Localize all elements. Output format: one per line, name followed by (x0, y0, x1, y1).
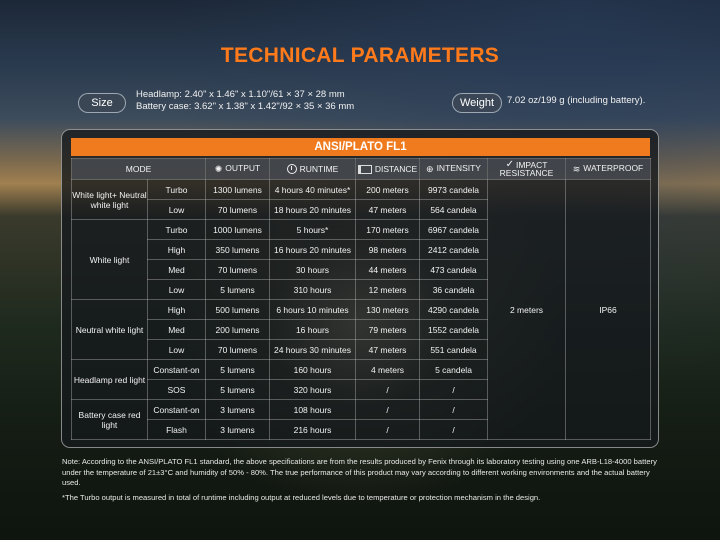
table-row (72, 180, 651, 200)
crosshair-icon: ⊕ (426, 163, 434, 174)
size-label: Size (78, 93, 126, 113)
header-impact: ✓ IMPACT RESISTANCE (488, 159, 566, 180)
distance-cell: / (356, 400, 420, 420)
note-standard: Note: According to the ANSI/PLATO FL1 standard, the above specifications are from the results produced by Fenix through its laboratory testing using one ARB-L18-4000 battery under the temperature of 21±3°C and humidity of 50% - 80%. The true performance of this product may vary according to different working environments and the actual battery used. (62, 457, 657, 487)
distance-cell: 47 meters (356, 340, 420, 360)
weight-value: 7.02 oz/199 g (including battery). (507, 95, 646, 106)
runtime-cell: 16 hours (270, 320, 356, 340)
header-runtime: RUNTIME (270, 159, 356, 180)
distance-cell: 4 meters (356, 360, 420, 380)
water-icon: ≋ (572, 163, 581, 174)
spec-table (71, 158, 651, 440)
header-distance: DISTANCE (356, 159, 420, 180)
intensity-cell: / (420, 380, 488, 400)
runtime-cell: 5 hours* (270, 220, 356, 240)
size-specs (136, 89, 354, 113)
header-mode: MODE (72, 159, 206, 180)
intensity-cell: 1552 candela (420, 320, 488, 340)
mode-cell: Constant-on (148, 360, 206, 380)
intensity-cell: 5 candela (420, 360, 488, 380)
mode-cell: Turbo (148, 180, 206, 200)
intensity-cell: 4290 candela (420, 300, 488, 320)
intensity-cell: 473 candela (420, 260, 488, 280)
runtime-cell: 160 hours (270, 360, 356, 380)
header-output: ✺ OUTPUT (206, 159, 270, 180)
output-cell: 1300 lumens (206, 180, 270, 200)
clock-icon (287, 164, 297, 174)
light-rays-icon: ✺ (214, 163, 223, 174)
mode-cell: Low (148, 280, 206, 300)
distance-cell: 12 meters (356, 280, 420, 300)
distance-cell: 44 meters (356, 260, 420, 280)
intensity-cell: 6967 candela (420, 220, 488, 240)
group-label: Battery case red light (72, 400, 148, 440)
output-cell: 200 lumens (206, 320, 270, 340)
battery-case-size: Battery case: 3.62" x 1.38" x 1.42"/92 × 35 × 36 mm (136, 101, 355, 112)
intensity-cell: 9973 candela (420, 180, 488, 200)
output-cell: 70 lumens (206, 260, 270, 280)
output-cell: 5 lumens (206, 360, 270, 380)
distance-cell: 98 meters (356, 240, 420, 260)
group-label: White light (72, 220, 148, 300)
runtime-cell: 320 hours (270, 380, 356, 400)
table-header-row (72, 159, 651, 180)
output-cell: 70 lumens (206, 340, 270, 360)
distance-cell: 130 meters (356, 300, 420, 320)
runtime-cell: 108 hours (270, 400, 356, 420)
output-cell: 5 lumens (206, 380, 270, 400)
waterproof-value: IP66 (566, 180, 651, 440)
output-cell: 5 lumens (206, 280, 270, 300)
runtime-cell: 30 hours (270, 260, 356, 280)
intensity-cell: 564 candela (420, 200, 488, 220)
weight-label: Weight (452, 93, 502, 113)
impact-value: 2 meters (488, 180, 566, 440)
intensity-cell: 551 candela (420, 340, 488, 360)
group-label: Headlamp red light (72, 360, 148, 400)
runtime-cell: 16 hours 20 minutes (270, 240, 356, 260)
headlamp-size: Headlamp: 2.40" x 1.46" x 1.10"/61 × 37 × 28 mm (136, 89, 345, 100)
page-title: TECHNICAL PARAMETERS (220, 44, 500, 67)
intensity-cell: / (420, 420, 488, 440)
note-turbo: *The Turbo output is measured in total of runtime including output at reduced levels due to temperature or protection mechanism in the design. (62, 492, 541, 502)
runtime-cell: 6 hours 10 minutes (270, 300, 356, 320)
impact-icon: ✓ (505, 159, 514, 171)
mode-cell: Flash (148, 420, 206, 440)
mode-cell: High (148, 240, 206, 260)
group-label: White light+ Neutral white light (72, 180, 148, 220)
runtime-cell: 216 hours (270, 420, 356, 440)
output-cell: 3 lumens (206, 400, 270, 420)
distance-cell: / (356, 380, 420, 400)
mode-cell: Med (148, 320, 206, 340)
output-cell: 350 lumens (206, 240, 270, 260)
distance-cell: / (356, 420, 420, 440)
runtime-cell: 24 hours 30 minutes (270, 340, 356, 360)
group-label: Neutral white light (72, 300, 148, 360)
header-waterproof: ≋ WATERPROOF (566, 159, 651, 180)
mode-cell: Low (148, 200, 206, 220)
runtime-cell: 310 hours (270, 280, 356, 300)
footnotes (62, 457, 662, 503)
distance-cell: 47 meters (356, 200, 420, 220)
header-intensity: ⊕ INTENSITY (420, 159, 488, 180)
intensity-cell: 2412 candela (420, 240, 488, 260)
mode-cell: Constant-on (148, 400, 206, 420)
mode-cell: Turbo (148, 220, 206, 240)
distance-cell: 200 meters (356, 180, 420, 200)
runtime-cell: 4 hours 40 minutes* (270, 180, 356, 200)
mode-cell: Low (148, 340, 206, 360)
spec-table-panel (61, 129, 659, 448)
beam-distance-icon (358, 165, 372, 174)
intensity-cell: 36 candela (420, 280, 488, 300)
mode-cell: SOS (148, 380, 206, 400)
distance-cell: 79 meters (356, 320, 420, 340)
intensity-cell: / (420, 400, 488, 420)
output-cell: 1000 lumens (206, 220, 270, 240)
runtime-cell: 18 hours 20 minutes (270, 200, 356, 220)
mode-cell: Med (148, 260, 206, 280)
output-cell: 70 lumens (206, 200, 270, 220)
output-cell: 3 lumens (206, 420, 270, 440)
output-cell: 500 lumens (206, 300, 270, 320)
distance-cell: 170 meters (356, 220, 420, 240)
mode-cell: High (148, 300, 206, 320)
standard-header: ANSI/PLATO FL1 (71, 138, 650, 156)
